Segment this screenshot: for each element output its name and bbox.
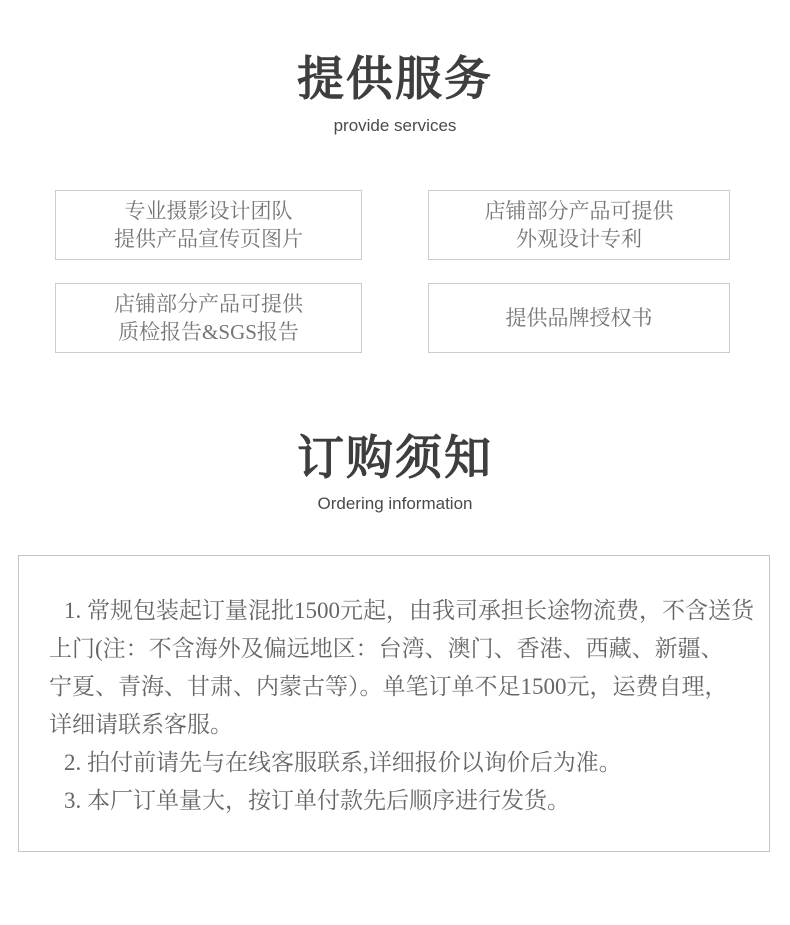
service-box-design-patent <box>428 190 730 260</box>
notice-line: 2. 拍付前请先与在线客服联系,详细报价以询价后为准。 <box>64 750 622 775</box>
notice-line: 上门(注：不含海外及偏远地区：台湾、澳门、香港、西藏、新疆、 <box>49 636 724 661</box>
services-subtitle: provide services <box>333 116 457 135</box>
page-root <box>0 54 790 852</box>
service-box-brand-authorization <box>428 283 730 353</box>
notice-line: 1. 常规包装起订量混批1500元起，由我司承担长途物流费，不含送货 <box>64 598 754 623</box>
service-box-line: 专业摄影设计团队 <box>124 199 293 223</box>
services-title: 提供服务 <box>297 52 493 105</box>
ordering-notice-box <box>18 555 770 852</box>
service-box-line: 店铺部分产品可提供 <box>484 199 674 223</box>
service-box-quality-report <box>55 283 362 353</box>
service-box-line: 外观设计专利 <box>516 227 642 251</box>
ordering-subtitle: Ordering information <box>317 494 473 513</box>
ordering-section <box>0 433 790 852</box>
service-box-line: 提供品牌授权书 <box>505 306 653 330</box>
services-grid <box>55 190 730 353</box>
notice-line: 宁夏、青海、甘肃、内蒙古等）。单笔订单不足1500元，运费自理， <box>49 674 728 699</box>
services-section <box>0 54 790 353</box>
service-box-photography <box>55 190 362 260</box>
service-box-line: 质检报告&SGS报告 <box>118 320 299 344</box>
service-box-line: 店铺部分产品可提供 <box>114 292 303 316</box>
service-box-line: 提供产品宣传页图片 <box>114 227 303 251</box>
notice-line: 3. 本厂订单量大，按订单付款先后顺序进行发货。 <box>64 788 570 813</box>
notice-line: 详细请联系客服。 <box>49 712 233 737</box>
ordering-title: 订购须知 <box>297 431 493 484</box>
